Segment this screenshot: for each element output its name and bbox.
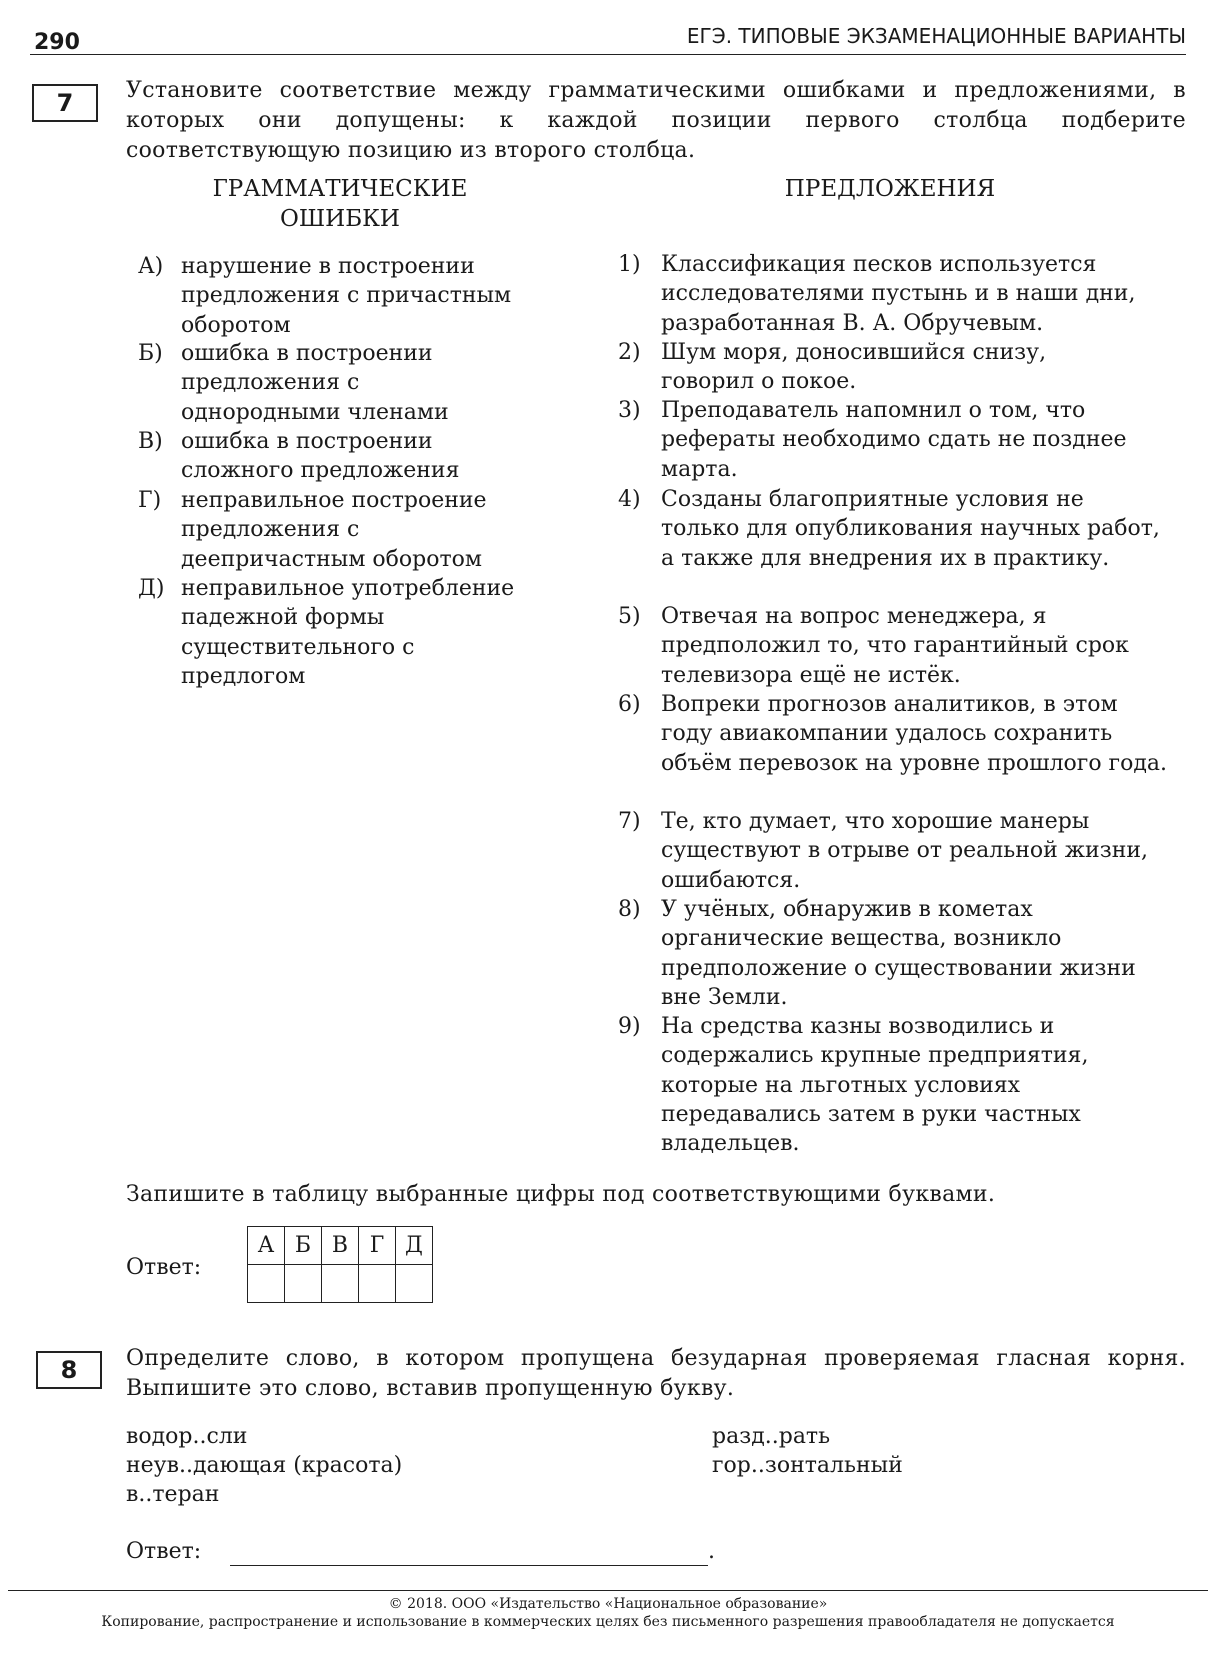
task-7-number-box: 7 bbox=[32, 84, 98, 122]
word-option: неув..дающая (красота) bbox=[126, 1453, 403, 1478]
page-number: 290 bbox=[34, 30, 80, 55]
sentence-text: У учёных, обнаружив в кометах органические вещества, возникло предположение о существовании жизни вне Земли. bbox=[661, 897, 1136, 1010]
answer-input-cell-d[interactable] bbox=[396, 1265, 433, 1303]
error-label: Г) bbox=[138, 488, 162, 513]
word-option: гор..зонтальный bbox=[712, 1453, 903, 1478]
sentence-label: 9) bbox=[618, 1014, 641, 1039]
running-title: ЕГЭ. ТИПОВЫЕ ЭКЗАМЕНАЦИОННЫЕ ВАРИАНТЫ bbox=[686, 24, 1186, 48]
answer-table-header-cell: Г bbox=[359, 1227, 396, 1265]
footer-copyright: © 2018. ООО «Издательство «Национальное образование» bbox=[388, 1596, 828, 1612]
task-8-prompt: Определите слово, в котором пропущена безударная проверяемая гласная корня. Выпишите это слово, вставив пропущенную букву. bbox=[126, 1346, 1186, 1401]
task-7-prompt: Установите соответствие между грамматическими ошибками и предложениями, в которых они допущены: к каждой позиции первого столбца подберите соответствующую позицию из второго столбца. bbox=[126, 78, 1186, 163]
sentence-text: Вопреки прогнозов аналитиков, в этом году авиакомпании удалось сохранить объём перевозок на уровне прошлого года. bbox=[661, 692, 1167, 776]
error-label: Б) bbox=[138, 341, 163, 366]
error-label: В) bbox=[138, 429, 163, 454]
answer-table-header-cell: В bbox=[322, 1227, 359, 1265]
footer-divider bbox=[8, 1590, 1208, 1591]
answer-input-cell-b[interactable] bbox=[285, 1265, 322, 1303]
sentence-text: Те, кто думает, что хорошие манеры существуют в отрыве от реальной жизни, ошибаются. bbox=[661, 809, 1149, 893]
answer-table-header-cell: Б bbox=[285, 1227, 322, 1265]
sentence-text: На средства казны возводились и содержались крупные предприятия, которые на льготных условиях передавались затем в руки частных владельцев. bbox=[661, 1014, 1089, 1157]
answer-table-header-cell: А bbox=[248, 1227, 285, 1265]
word-option: разд..рать bbox=[712, 1424, 831, 1449]
sentence-label: 8) bbox=[618, 897, 641, 922]
task-8-answer-line[interactable] bbox=[230, 1565, 708, 1566]
task-8-number-box: 8 bbox=[36, 1351, 102, 1389]
footer-notice: Копирование, распространение и использование в коммерческих целях без письменного разрешения правообладателя не допускается bbox=[101, 1614, 1115, 1630]
sentence-text: Созданы благоприятные условия не только для опубликования научных работ, а также для внедрения их в практику. bbox=[661, 487, 1160, 571]
answer-input-cell-a[interactable] bbox=[248, 1265, 285, 1303]
answer-input-cell-g[interactable] bbox=[359, 1265, 396, 1303]
sentence-label: 2) bbox=[618, 340, 641, 365]
error-text: ошибка в построении предложения с однородными членами bbox=[181, 341, 449, 425]
answer-table-header-cell: Д bbox=[396, 1227, 433, 1265]
sentence-label: 3) bbox=[618, 398, 641, 423]
error-text: нарушение в построении предложения с причастным оборотом bbox=[181, 254, 512, 338]
sentence-text: Шум моря, доносившийся снизу, говорил о покое. bbox=[661, 340, 1047, 395]
answer-table bbox=[247, 1226, 433, 1303]
error-text: ошибка в построении сложного предложения bbox=[181, 429, 460, 484]
sentence-label: 4) bbox=[618, 487, 641, 512]
header-divider bbox=[30, 54, 1186, 55]
error-text: неправильное построение предложения с деепричастным оборотом bbox=[181, 488, 487, 572]
sentence-text: Классификация песков используется исследователями пустынь и в наши дни, разработанная В. А. Обручевым. bbox=[661, 252, 1136, 336]
task-8-answer-label: Ответ: bbox=[126, 1539, 202, 1564]
error-text: неправильное употребление падежной формы существительного с предлогом bbox=[181, 576, 515, 689]
error-label: А) bbox=[138, 254, 164, 279]
sentences-column-heading: ПРЕДЛОЖЕНИЯ bbox=[784, 176, 996, 202]
word-option: в..теран bbox=[126, 1482, 220, 1507]
sentence-label: 7) bbox=[618, 809, 641, 834]
task-8-answer-period: . bbox=[708, 1539, 715, 1564]
sentence-label: 5) bbox=[618, 604, 641, 629]
sentence-text: Отвечая на вопрос менеджера, я предположил то, что гарантийный срок телевизора ещё не истёк. bbox=[661, 604, 1129, 688]
errors-column-heading: ГРАММАТИЧЕСКИЕ ОШИБКИ bbox=[212, 176, 468, 232]
sentence-label: 6) bbox=[618, 692, 641, 717]
task-7-instruction: Запишите в таблицу выбранные цифры под соответствующими буквами. bbox=[126, 1182, 996, 1207]
word-option: водор..сли bbox=[126, 1424, 248, 1449]
task-7-answer-label: Ответ: bbox=[126, 1255, 202, 1280]
error-label: Д) bbox=[138, 576, 165, 601]
answer-input-cell-v[interactable] bbox=[322, 1265, 359, 1303]
sentence-label: 1) bbox=[618, 252, 641, 277]
sentence-text: Преподаватель напомнил о том, что рефераты необходимо сдать не позднее марта. bbox=[661, 398, 1127, 482]
